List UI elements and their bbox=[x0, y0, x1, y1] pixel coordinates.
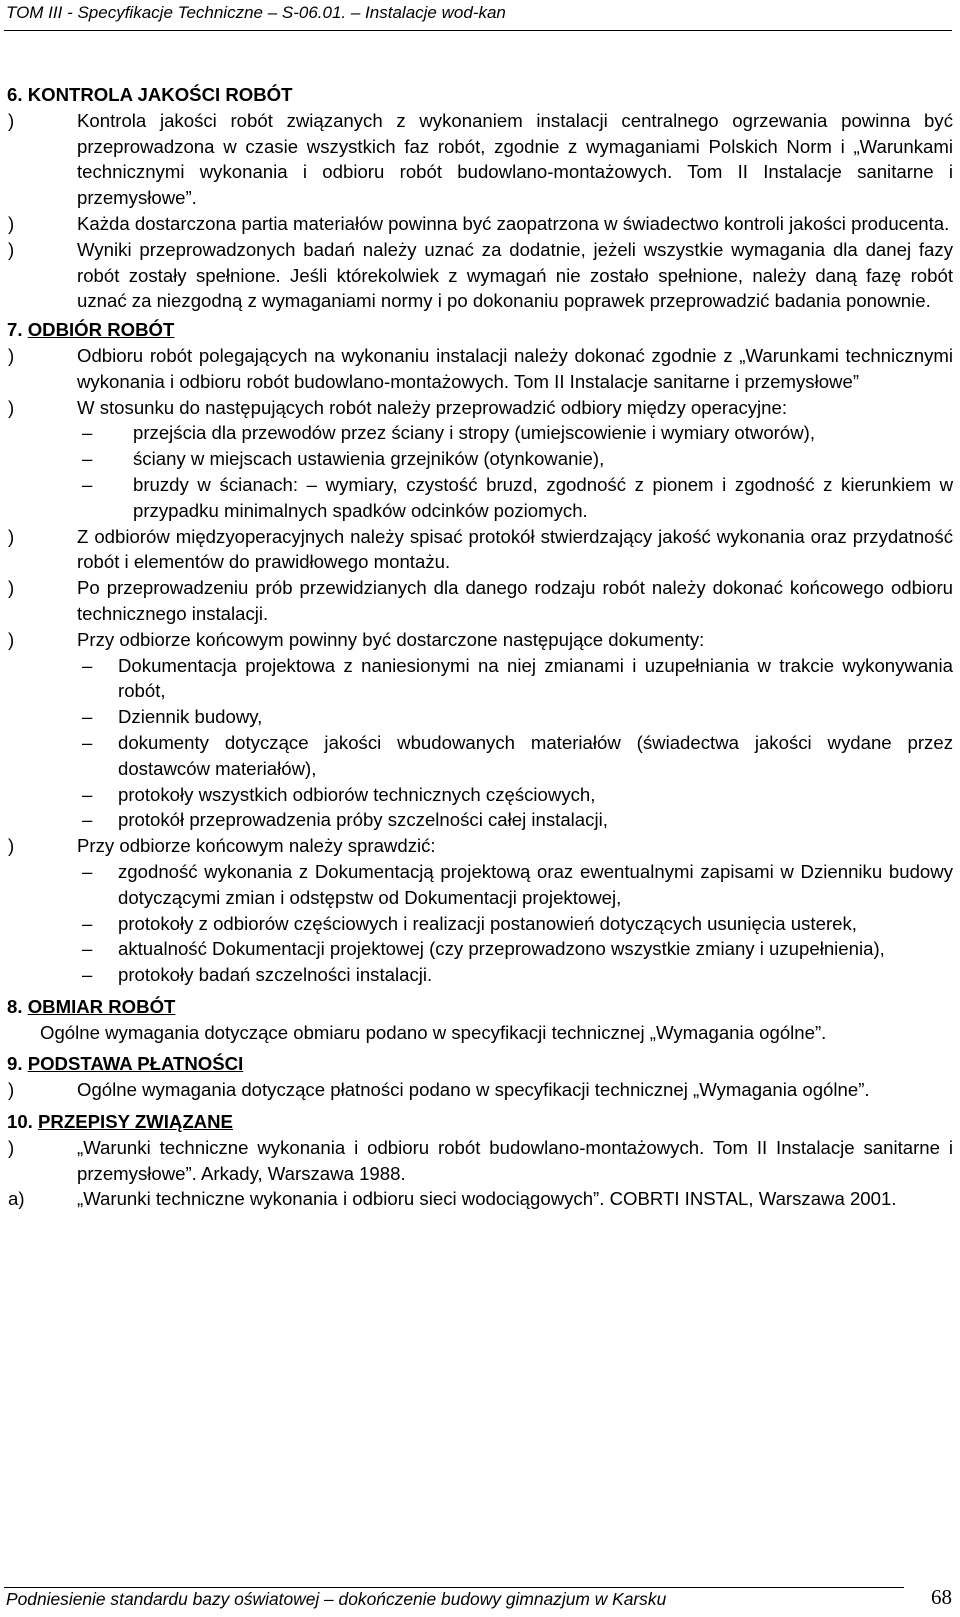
section-title: OBMIAR ROBÓT bbox=[27, 995, 176, 1017]
list-item: – protokoły z odbiorów częściowych i realizacji postanowień dotyczących usunięcia usterek, bbox=[7, 911, 953, 937]
section-number: 7. bbox=[7, 319, 23, 341]
section-6-heading bbox=[7, 82, 953, 108]
list-item: – Dziennik budowy, bbox=[7, 704, 953, 730]
dash-marker: – bbox=[82, 964, 93, 986]
section-number: 6. bbox=[7, 84, 23, 105]
list-letter-marker: a) bbox=[8, 1188, 25, 1210]
bullet-marker: ) bbox=[8, 577, 15, 599]
section-8-heading bbox=[7, 994, 953, 1020]
dash-marker: – bbox=[82, 731, 93, 753]
bullet-marker: ) bbox=[8, 344, 15, 366]
bullet-marker: ) bbox=[8, 238, 15, 260]
section-7-paragraph-4: ) Po przeprowadzeniu prób przewidzianych dla danego rodzaju robót należy dokonać końcowego odbioru technicznego instalacji. bbox=[8, 577, 953, 624]
list-item: – protokoły wszystkich odbiorów technicznych częściowych, bbox=[7, 782, 953, 808]
section-9-heading bbox=[7, 1051, 953, 1077]
bullet-marker: ) bbox=[8, 212, 15, 234]
section-title: PRZEPISY ZWIĄZANE bbox=[38, 1111, 233, 1133]
section-10-paragraph-2: a) „Warunki techniczne wykonania i odbioru sieci wodociągowych”. COBRTI INSTAL, Warszawa 2001. bbox=[7, 1186, 953, 1212]
section-8-paragraph-1: Ogólne wymagania dotyczące obmiaru podano w specyfikacji technicznej „Wymagania ogólne”. bbox=[40, 1021, 827, 1043]
bullet-marker: ) bbox=[8, 835, 15, 857]
list-item: – bruzdy w ścianach: – wymiary, czystość bruzd, zgodność z pionem i zgodność z kierunkiem w przypadku minimalnych spadków odcinków poziomych. bbox=[82, 473, 953, 521]
section-7-heading bbox=[7, 317, 953, 343]
list-item: – protokoły badań szczelności instalacji. bbox=[7, 962, 953, 988]
list-item: – dokumenty dotyczące jakości wbudowanych materiałów (świadectwa jakości wydane przez dostawców materiałów), bbox=[82, 731, 953, 779]
bullet-marker: ) bbox=[8, 628, 15, 650]
section-10-heading bbox=[7, 1109, 953, 1135]
dash-marker: – bbox=[82, 912, 93, 934]
footer-rule bbox=[4, 1587, 904, 1588]
dash-marker: – bbox=[82, 809, 93, 831]
section-number: 9. bbox=[7, 1053, 23, 1075]
list-item: – Dokumentacja projektowa z naniesionymi na niej zmianami i uzupełniania w trakcie wykonywania robót, bbox=[82, 654, 953, 702]
list-item: – ściany w miejscach ustawienia grzejników (otynkowanie), bbox=[7, 446, 953, 472]
document-body bbox=[7, 82, 953, 1212]
bullet-marker: ) bbox=[8, 109, 15, 131]
section-9-paragraph-1: ) Ogólne wymagania dotyczące płatności podano w specyfikacji technicznej „Wymagania ogólne”. bbox=[7, 1077, 953, 1103]
bullet-marker: ) bbox=[8, 1136, 15, 1158]
section-7-paragraph-2: ) W stosunku do następujących robót należy przeprowadzić odbiory między operacyjne: bbox=[7, 395, 953, 421]
section-number: 10. bbox=[7, 1111, 33, 1133]
list-item: – aktualność Dokumentacji projektowej (czy przeprowadzono wszystkie zmiany i uzupełnienia), bbox=[7, 936, 953, 962]
header-rule bbox=[4, 30, 952, 31]
page-number: 68 bbox=[931, 1585, 952, 1609]
dash-marker: – bbox=[82, 706, 93, 728]
dash-marker: – bbox=[82, 654, 93, 676]
dash-marker: – bbox=[82, 473, 93, 495]
bullet-marker: ) bbox=[8, 525, 15, 547]
section-title: ODBIÓR ROBÓT bbox=[27, 319, 175, 341]
dash-marker: – bbox=[82, 448, 93, 470]
section-7-paragraph-6: ) Przy odbiorze końcowym należy sprawdzić: bbox=[7, 833, 953, 859]
section-title: KONTROLA JAKOŚCI ROBÓT bbox=[27, 84, 293, 105]
running-footer: Podniesienie standardu bazy oświatowej – dokończenie budowy gimnazjum w Karsku bbox=[6, 1589, 667, 1609]
dash-marker: – bbox=[82, 783, 93, 805]
list-item: – protokół przeprowadzenia próby szczelności całej instalacji, bbox=[7, 807, 953, 833]
bullet-marker: ) bbox=[8, 1079, 15, 1101]
list-item: – przejścia dla przewodów przez ściany i stropy (umiejscowienie i wymiary otworów), bbox=[7, 420, 953, 446]
running-header: TOM III - Specyfikacje Techniczne – S-06.01. – Instalacje wod-kan bbox=[6, 3, 506, 22]
list-item: – zgodność wykonania z Dokumentacją projektową oraz ewentualnymi zapisami w Dzienniku budowy dotyczącymi zmian i odstępstw od Dokumentacji projektowej, bbox=[82, 860, 953, 908]
section-7-paragraph-5: ) Przy odbiorze końcowym powinny być dostarczone następujące dokumenty: bbox=[7, 627, 953, 653]
section-6-paragraph-1: ) Kontrola jakości robót związanych z wykonaniem instalacji centralnego ogrzewania powinna być przeprowadzona w czasie wszystkich faz robót, zgodnie z wymaganiami Polskich Norm i „Warunkami technicznymi wykonania i odbioru robót budowlano-montażowych. Tom II Instalacje sanitarne i przemysłowe”. bbox=[8, 109, 953, 209]
section-7-paragraph-3: ) Z odbiorów międzyoperacyjnych należy spisać protokół stwierdzający jakość wykonania oraz przydatność robót i elementów do prawidłowego montażu. bbox=[8, 525, 953, 573]
section-6-paragraph-2: ) Każda dostarczona partia materiałów powinna być zaopatrzona w świadectwo kontroli jakości producenta. bbox=[7, 211, 953, 237]
section-7-paragraph-1: ) Odbioru robót polegających na wykonaniu instalacji należy dokonać zgodnie z „Warunkami technicznymi wykonania i odbioru robót budowlano-montażowych. Tom II Instalacje sanitarne i przemysłowe” bbox=[8, 344, 953, 392]
section-6-paragraph-3: ) Wyniki przeprowadzonych badań należy uznać za dodatnie, jeżeli wszystkie wymagania dla danej fazy robót zostały spełnione. Jeśli którekolwiek z wymagań nie zostało spełnione, należy daną fazę robót uznać za niezgodną z wymaganiami normy i po dokonaniu poprawek przeprowadzić badania ponownie. bbox=[8, 238, 953, 312]
dash-marker: – bbox=[82, 938, 93, 960]
dash-marker: – bbox=[82, 422, 93, 444]
section-10-paragraph-1: ) „Warunki techniczne wykonania i odbioru robót budowlano-montażowych. Tom II Instalacje sanitarne i przemysłowe”. Arkady, Warszawa 1988. bbox=[8, 1136, 953, 1184]
section-number: 8. bbox=[7, 995, 23, 1017]
dash-marker: – bbox=[82, 860, 93, 882]
bullet-marker: ) bbox=[8, 396, 15, 418]
section-title: PODSTAWA PŁATNOŚCI bbox=[27, 1053, 244, 1075]
